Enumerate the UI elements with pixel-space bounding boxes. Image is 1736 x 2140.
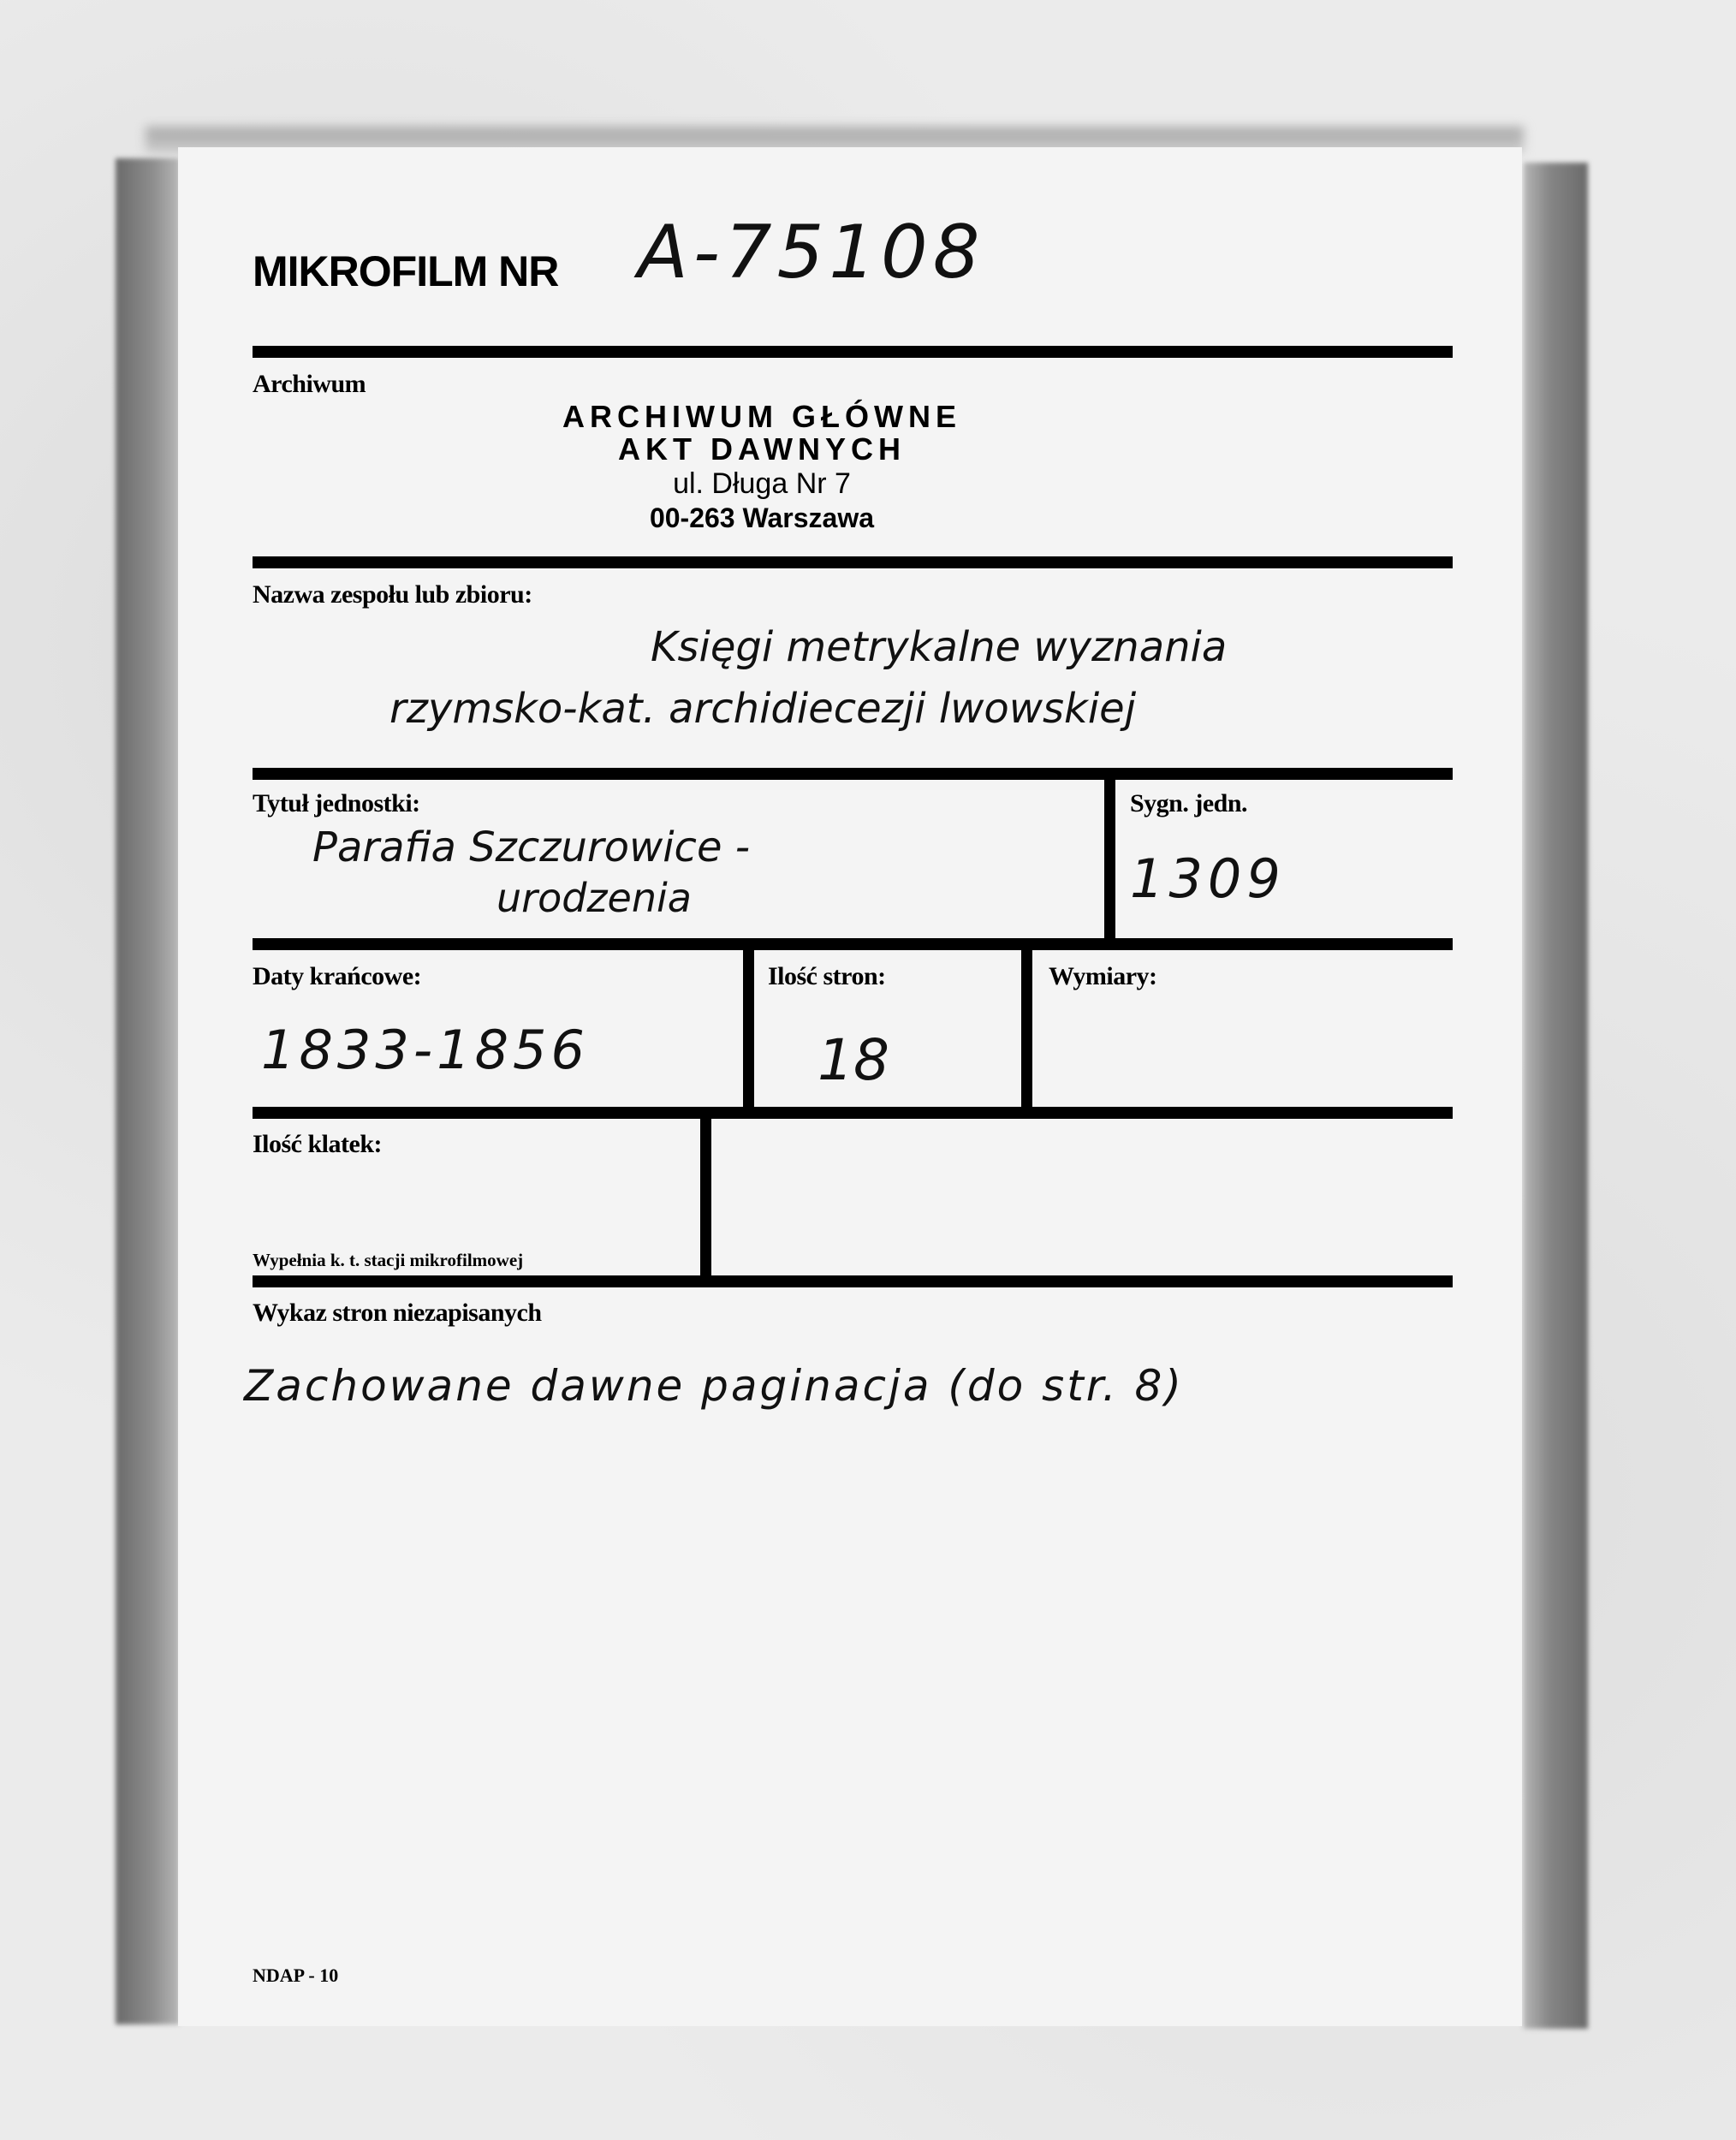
- rule-1: [253, 346, 1453, 358]
- pages-value: 18: [817, 1027, 889, 1093]
- collection-label: Nazwa zespołu lub zbioru:: [253, 580, 532, 609]
- dimensions-label: Wymiary:: [1049, 962, 1157, 990]
- form-title: MIKROFILM NR: [253, 247, 559, 295]
- unit-title-line-2: urodzenia: [496, 875, 692, 921]
- signature-label: Sygn. jedn.: [1130, 789, 1248, 817]
- stamp-line-4: 00-263 Warszawa: [649, 502, 875, 533]
- dates-label: Daty krańcowe:: [253, 962, 422, 990]
- dates-value: 1833-1856: [261, 1019, 589, 1081]
- pages-label: Ilość stron:: [768, 962, 886, 990]
- divider-dates: [743, 944, 754, 1113]
- card-shadow-left: [116, 158, 180, 2024]
- divider-frames: [700, 1113, 711, 1281]
- rule-2: [253, 556, 1453, 568]
- blank-pages-value: Zachowane dawne paginacja (do str. 8): [244, 1361, 1184, 1411]
- divider-signature: [1104, 774, 1115, 944]
- divider-pages: [1021, 944, 1032, 1113]
- signature-value: 1309: [1130, 847, 1286, 910]
- unit-title-label: Tytuł jednostki:: [253, 789, 420, 817]
- archive-stamp: [514, 401, 1010, 534]
- rule-6: [253, 1275, 1453, 1287]
- unit-title-line-1: Parafia Szczurowice -: [312, 823, 751, 871]
- footer-code: NDAP - 10: [253, 1965, 339, 1986]
- rule-3: [253, 768, 1453, 780]
- stamp-line-3: ul. Długa Nr 7: [673, 467, 851, 500]
- stamp-line-2: AKT DAWNYCH: [618, 431, 906, 467]
- card-shadow-right: [1524, 163, 1588, 2029]
- rule-4: [253, 938, 1453, 950]
- archive-label: Archiwum: [253, 370, 366, 398]
- station-note: Wypełnia k. t. stacji mikrofilmowej: [253, 1250, 524, 1270]
- microfilm-number: A-75108: [638, 210, 985, 295]
- frames-label: Ilość klatek:: [253, 1130, 382, 1158]
- stamp-line-1: ARCHIWUM GŁÓWNE: [562, 399, 961, 434]
- collection-line-2: rzymsko-kat. archidiecezji lwowskiej: [389, 685, 1137, 733]
- collection-line-1: Księgi metrykalne wyznania: [651, 623, 1228, 671]
- rule-5: [253, 1107, 1453, 1119]
- blank-pages-label: Wykaz stron niezapisanych: [253, 1299, 542, 1327]
